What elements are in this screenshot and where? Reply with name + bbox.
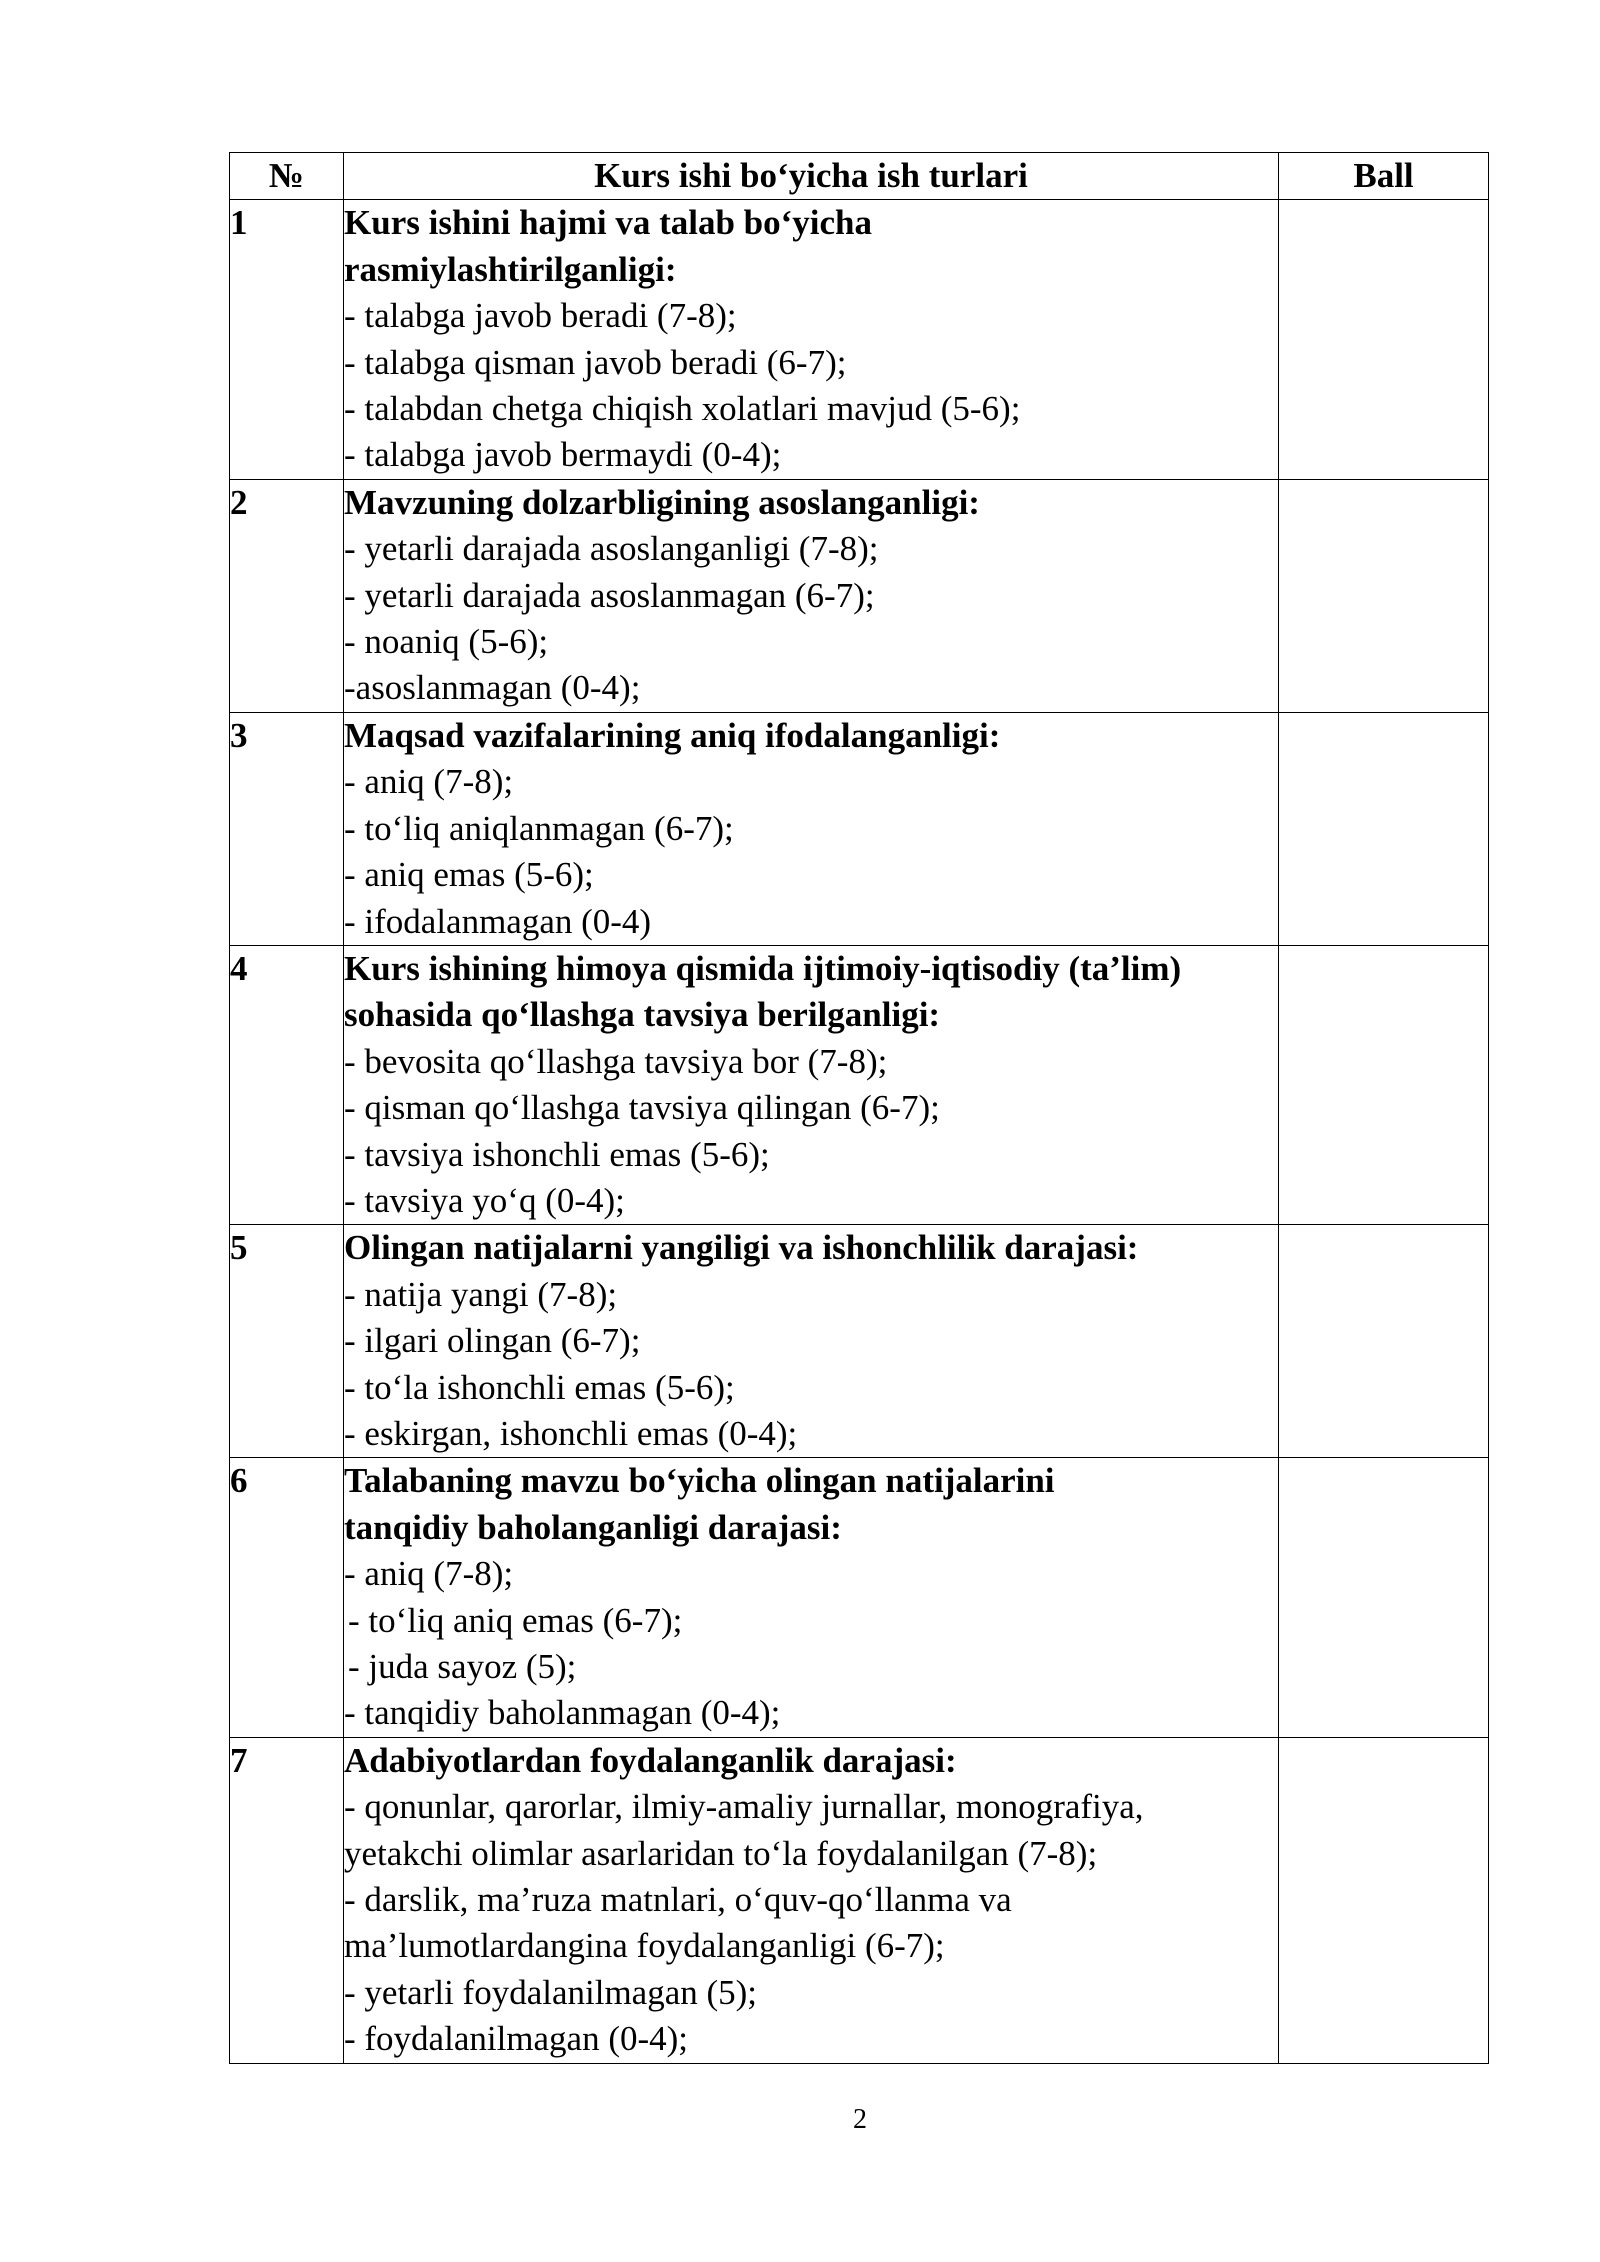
row-number: 6 bbox=[230, 1458, 344, 1737]
table-row bbox=[230, 712, 1489, 945]
row-number: 5 bbox=[230, 1225, 344, 1458]
criterion-title: tanqidiy baholanganligi darajasi: bbox=[344, 1507, 842, 1547]
criterion-item: - aniq emas (5-6); bbox=[344, 855, 594, 895]
criterion-item: - talabdan chetga chiqish xolatlari mavjud (5-6); bbox=[344, 389, 1021, 429]
criterion-item: ma’lumotlardangina foydalanganligi (6-7); bbox=[344, 1926, 945, 1966]
row-number: 2 bbox=[230, 479, 344, 712]
ball-cell bbox=[1279, 479, 1489, 712]
criterion-cell bbox=[344, 1225, 1279, 1458]
criterion-item: yetakchi olimlar asarlaridan to‘la foydalanilgan (7-8); bbox=[344, 1833, 1098, 1873]
table-row bbox=[230, 1737, 1489, 2063]
row-number: 1 bbox=[230, 200, 344, 479]
criterion-cell bbox=[344, 945, 1279, 1224]
ball-cell bbox=[1279, 945, 1489, 1224]
criterion-item: - bevosita qo‘llashga tavsiya bor (7-8); bbox=[344, 1041, 888, 1081]
ball-cell bbox=[1279, 712, 1489, 945]
criterion-title: Kurs ishini hajmi va talab bo‘yicha bbox=[344, 203, 873, 243]
criterion-item: - aniq (7-8); bbox=[344, 762, 514, 802]
criterion-title: rasmiylashtirilganligi: bbox=[344, 249, 677, 289]
evaluation-criteria-table bbox=[229, 152, 1489, 2064]
row-number: 7 bbox=[230, 1737, 344, 2063]
table-row bbox=[230, 200, 1489, 479]
criterion-item: - qisman qo‘llashga tavsiya qilingan (6-7); bbox=[344, 1088, 940, 1128]
ball-cell bbox=[1279, 1225, 1489, 1458]
table-header-row bbox=[230, 153, 1489, 200]
header-ball: Ball bbox=[1279, 153, 1489, 200]
criterion-item: - to‘liq aniqlanmagan (6-7); bbox=[344, 808, 734, 848]
criterion-item: - talabga javob bermaydi (0-4); bbox=[344, 435, 782, 475]
header-work-types: Kurs ishi bo‘yicha ish turlari bbox=[344, 153, 1279, 200]
criterion-item: - yetarli darajada asoslanmagan (6-7); bbox=[344, 575, 875, 615]
criterion-item: - eskirgan, ishonchli emas (0-4); bbox=[344, 1413, 798, 1453]
criterion-item: - darslik, ma’ruza matnlari, o‘quv-qo‘llanma va bbox=[344, 1880, 1012, 1920]
criterion-item: -asoslanmagan (0-4); bbox=[344, 668, 641, 708]
ball-cell bbox=[1279, 1737, 1489, 2063]
criterion-item: - aniq (7-8); bbox=[344, 1554, 514, 1594]
criterion-item: - yetarli darajada asoslanganligi (7-8); bbox=[344, 529, 879, 569]
table-row bbox=[230, 1458, 1489, 1737]
criterion-title: Kurs ishining himoya qismida ijtimoiy-iqtisodiy (ta’lim) bbox=[344, 948, 1182, 988]
criterion-cell bbox=[344, 1737, 1279, 2063]
criterion-item: - natija yangi (7-8); bbox=[344, 1274, 618, 1314]
criterion-item: - qonunlar, qarorlar, ilmiy-amaliy jurnallar, monografiya, bbox=[344, 1787, 1144, 1827]
row-number: 4 bbox=[230, 945, 344, 1224]
criterion-title: Olingan natijalarni yangiligi va ishonchlilik darajasi: bbox=[344, 1228, 1139, 1268]
criterion-cell bbox=[344, 712, 1279, 945]
criterion-cell bbox=[344, 200, 1279, 479]
criterion-item: - ilgari olingan (6-7); bbox=[344, 1321, 641, 1361]
criterion-cell bbox=[344, 479, 1279, 712]
ball-cell bbox=[1279, 200, 1489, 479]
criterion-item: - tavsiya yo‘q (0-4); bbox=[344, 1180, 625, 1220]
criterion-item: - talabga javob beradi (7-8); bbox=[344, 296, 737, 336]
criterion-item: - tavsiya ishonchli emas (5-6); bbox=[344, 1134, 770, 1174]
page-number: 2 bbox=[853, 2104, 867, 2135]
ball-cell bbox=[1279, 1458, 1489, 1737]
criterion-item: - noaniq (5-6); bbox=[344, 622, 549, 662]
criterion-item: - juda sayoz (5); bbox=[348, 1647, 577, 1686]
criterion-title: Adabiyotlardan foydalanganlik darajasi: bbox=[344, 1740, 957, 1780]
criterion-cell bbox=[344, 1458, 1279, 1737]
criterion-item: - foydalanilmagan (0-4); bbox=[344, 2019, 689, 2059]
criterion-title: sohasida qo‘llashga tavsiya berilganligi: bbox=[344, 995, 941, 1035]
header-number: № bbox=[230, 153, 344, 200]
row-number: 3 bbox=[230, 712, 344, 945]
criterion-item: - to‘liq aniq emas (6-7); bbox=[348, 1600, 683, 1640]
criterion-title: Talabaning mavzu bo‘yicha olingan natijalarini bbox=[344, 1461, 1055, 1501]
table-row bbox=[230, 1225, 1489, 1458]
criterion-item: - yetarli foydalanilmagan (5); bbox=[344, 1972, 758, 2012]
criterion-item: - talabga qisman javob beradi (6-7); bbox=[344, 342, 847, 382]
table-row bbox=[230, 945, 1489, 1224]
criterion-item: - tanqidiy baholanmagan (0-4); bbox=[344, 1693, 781, 1733]
criterion-title: Mavzuning dolzarbligining asoslanganligi: bbox=[344, 482, 980, 522]
criterion-title: Maqsad vazifalarining aniq ifodalanganligi: bbox=[344, 715, 1001, 755]
criterion-item: - ifodalanmagan (0-4) bbox=[344, 901, 652, 941]
criterion-item: - to‘la ishonchli emas (5-6); bbox=[344, 1367, 735, 1407]
table-row bbox=[230, 479, 1489, 712]
